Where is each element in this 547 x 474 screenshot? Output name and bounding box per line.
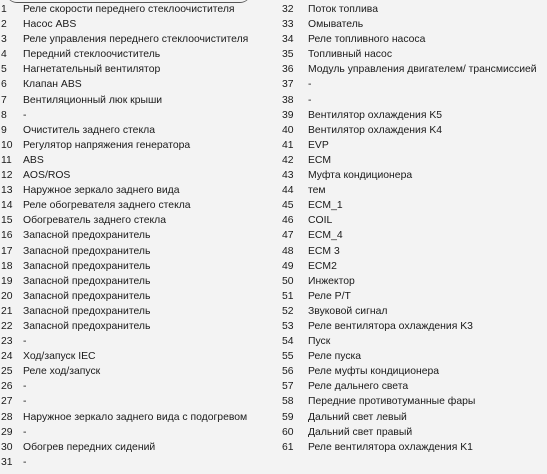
fuse-description: AOS/ROS (23, 170, 71, 182)
fuse-list-item (278, 410, 547, 425)
fuse-description: Запасной предохранитель (23, 230, 151, 242)
fuse-description: Запасной предохранитель (23, 320, 151, 332)
fuse-description: - (308, 79, 312, 91)
fuse-list-item (278, 349, 547, 364)
fuse-description: Нагнетательный вентилятор (23, 64, 161, 76)
fuse-number: 9 (1, 124, 7, 136)
fuse-number: 41 (282, 139, 294, 151)
fuse-number: 58 (282, 396, 294, 408)
fuse-number: 36 (282, 64, 294, 76)
fuse-number: 2 (1, 19, 7, 31)
fuse-number: 40 (282, 124, 294, 136)
fuse-number: 18 (1, 260, 13, 272)
fuse-description: Дальний свет левый (308, 411, 407, 423)
fuse-number: 30 (1, 441, 13, 453)
fuse-description: Реле ход/запуск (23, 366, 101, 378)
fuse-number: 33 (282, 19, 294, 31)
fuse-description: Очиститель заднего стекла (23, 124, 155, 136)
fuse-number: 54 (282, 336, 294, 348)
fuse-number: 52 (282, 305, 294, 317)
fuse-description: Запасной предохранитель (23, 260, 151, 272)
fuse-number: 43 (282, 170, 294, 182)
fuse-description: Вентиляционный люк крыши (23, 94, 163, 106)
fuse-list-item (0, 440, 278, 455)
fuse-number: 35 (282, 49, 294, 61)
fuse-list-item (0, 183, 278, 198)
fuse-description: Обогреватель заднего стекла (23, 215, 167, 227)
fuse-description: - (23, 456, 27, 468)
fuse-description: Реле дальнего света (308, 381, 409, 393)
fuse-description: Инжектор (308, 275, 355, 287)
fuse-description: Звуковой сигнал (308, 305, 388, 317)
fuse-list-item (278, 394, 547, 409)
fuse-description: ECM_1 (308, 200, 343, 212)
fuse-description: Насос ABS (23, 19, 77, 31)
fuse-list-item (278, 274, 547, 289)
fuse-list-item (0, 93, 278, 108)
fuse-list-item (0, 213, 278, 228)
fuse-number: 59 (282, 411, 294, 423)
fuse-number: 7 (1, 94, 7, 106)
fuse-list-item (0, 379, 278, 394)
fuse-list-item (278, 138, 547, 153)
fuse-number: 8 (1, 109, 7, 121)
fuse-number: 46 (282, 215, 294, 227)
fuse-list-item (278, 304, 547, 319)
fuse-list-item (278, 228, 547, 243)
fuse-number: 42 (282, 154, 294, 166)
fuse-description: - (23, 109, 27, 121)
fuse-number: 5 (1, 64, 7, 76)
fuse-number: 48 (282, 245, 294, 257)
fuse-description: COIL (308, 215, 333, 227)
fuse-description: Запасной предохранитель (23, 305, 151, 317)
fuse-description: EVP (308, 139, 329, 151)
fuse-list-item (0, 153, 278, 168)
fuse-list-item (278, 440, 547, 455)
fuse-description: ABS (23, 154, 44, 166)
fuse-number: 28 (1, 411, 13, 423)
fuse-description: Дальний свет правый (308, 426, 413, 438)
fuse-number: 25 (1, 366, 13, 378)
fuse-description: Регулятор напряжения генератора (23, 139, 191, 151)
fuse-description: Передний стеклоочиститель (23, 49, 161, 61)
fuse-number: 14 (1, 200, 13, 212)
fuse-list-item (0, 123, 278, 138)
fuse-number: 20 (1, 290, 13, 302)
fuse-number: 51 (282, 290, 294, 302)
fuse-number: 31 (1, 456, 13, 468)
fuse-description: - (23, 336, 27, 348)
fuse-number: 21 (1, 305, 13, 317)
fuse-list-item (278, 77, 547, 92)
fuse-description: ECM2 (308, 260, 337, 272)
fuse-list-item (278, 319, 547, 334)
fuse-list-item (278, 244, 547, 259)
fuse-number: 57 (282, 381, 294, 393)
fuse-list-item (278, 198, 547, 213)
fuse-number: 24 (1, 351, 13, 363)
fuse-list-item (0, 77, 278, 92)
fuse-number: 45 (282, 200, 294, 212)
fuse-list-item (0, 304, 278, 319)
fuse-number: 29 (1, 426, 13, 438)
fuse-number: 55 (282, 351, 294, 363)
fuse-list-item (0, 319, 278, 334)
fuse-number: 32 (282, 4, 294, 15)
fuse-number: 60 (282, 426, 294, 438)
fuse-description: - (23, 381, 27, 393)
fuse-description: Реле Р/Т (308, 290, 351, 302)
fuse-number: 34 (282, 34, 294, 46)
fuse-list-item (278, 93, 547, 108)
fuse-description: Вентилятор охлаждения K5 (308, 109, 443, 121)
fuse-description: Запасной предохранитель (23, 245, 151, 257)
fuse-description: - (308, 94, 312, 106)
fuse-list-item (278, 425, 547, 440)
fuse-description: Реле обогревателя заднего стекла (23, 200, 191, 212)
fuse-list-item (278, 108, 547, 123)
fuse-description: Наружное зеркало заднего вида с подогревом (23, 411, 248, 423)
fuse-list-item (0, 259, 278, 274)
fuse-list-item (0, 198, 278, 213)
fuse-number: 4 (1, 49, 7, 61)
fuse-list-item (0, 17, 278, 32)
fuse-description: Реле пуска (308, 351, 362, 363)
fuse-list-left-column (0, 2, 278, 470)
fuse-list-item (278, 32, 547, 47)
fuse-list-item (278, 213, 547, 228)
fuse-description: ECM 3 (308, 245, 340, 257)
fuse-list-item (278, 123, 547, 138)
fuse-number: 15 (1, 215, 13, 227)
fuse-list-item (278, 183, 547, 198)
fuse-description: Реле топливного насоса (308, 34, 426, 46)
fuse-description: - (23, 396, 27, 408)
fuse-list-item (0, 274, 278, 289)
fuse-list-item (0, 244, 278, 259)
fuse-description: Поток топлива (308, 4, 378, 15)
fuse-description: - (23, 426, 27, 438)
fuse-description: Реле муфты кондиционера (308, 366, 440, 378)
fuse-description: Модуль управления двигателем/ трансмиссией (308, 64, 537, 76)
fuse-description: Передние противотуманные фары (308, 396, 476, 408)
fuse-list-item (278, 364, 547, 379)
fuse-list-item (278, 289, 547, 304)
fuse-description: ECM_4 (308, 230, 343, 242)
fuse-description: Пуск (308, 336, 331, 348)
fuse-description: Запасной предохранитель (23, 275, 151, 287)
fuse-description: Обогрев передних сидений (23, 441, 156, 453)
fuse-description: Наружное зеркало заднего вида (23, 185, 180, 197)
fuse-list-item (0, 334, 278, 349)
fuse-description: Запасной предохранитель (23, 290, 151, 302)
fuse-list-item (0, 32, 278, 47)
fuse-number: 61 (282, 441, 294, 453)
fuse-number: 11 (1, 154, 12, 166)
fuse-number: 27 (1, 396, 13, 408)
fuse-list-right-column (278, 2, 547, 455)
fuse-number: 37 (282, 79, 294, 91)
fuse-list-item (278, 153, 547, 168)
fuse-list-item (0, 228, 278, 243)
fuse-number: 22 (1, 320, 13, 332)
fuse-list-item (0, 289, 278, 304)
fuse-number: 23 (1, 336, 13, 348)
fuse-number: 38 (282, 94, 294, 106)
fuse-list-item (0, 394, 278, 409)
fuse-number: 19 (1, 275, 13, 287)
fuse-description: Топливный насос (308, 49, 393, 61)
fuse-description: Реле вентилятора охлаждения K3 (308, 320, 473, 332)
fuse-list-item (0, 410, 278, 425)
fuse-list-item (278, 2, 547, 17)
fuse-description: Реле скорости переднего стеклоочистителя (23, 4, 235, 15)
fuse-number: 39 (282, 109, 294, 121)
fuse-description: тем (308, 185, 326, 197)
fuse-list-item (0, 62, 278, 77)
fuse-list-item (278, 334, 547, 349)
fuse-list-item (0, 2, 278, 17)
fuse-description: Ход/запуск IEC (23, 351, 96, 363)
fuse-number: 50 (282, 275, 294, 287)
fuse-number: 44 (282, 185, 294, 197)
fuse-description: Клапан ABS (23, 79, 82, 91)
fuse-list-item (0, 168, 278, 183)
fuse-list-item (278, 259, 547, 274)
fuse-number: 6 (1, 79, 7, 91)
fuse-list-item (0, 455, 278, 470)
fuse-list-item (278, 17, 547, 32)
fuse-number: 53 (282, 320, 294, 332)
fuse-list-item (0, 364, 278, 379)
fuse-number: 13 (1, 185, 13, 197)
fuse-description: ECM (308, 154, 332, 166)
fuse-description: Реле управления переднего стеклоочистителя (23, 34, 249, 46)
fuse-list-item (0, 425, 278, 440)
fuse-list-item (278, 47, 547, 62)
fuse-number: 3 (1, 34, 7, 46)
fuse-list-item (0, 108, 278, 123)
fuse-list-item (278, 379, 547, 394)
fuse-list-item (278, 168, 547, 183)
fuse-description: Реле вентилятора охлаждения K1 (308, 441, 473, 453)
fuse-number: 16 (1, 230, 13, 242)
fuse-description: Вентилятор охлаждения K4 (308, 124, 443, 136)
fuse-description: Омыватель (308, 19, 364, 31)
fuse-number: 12 (1, 170, 13, 182)
fuse-description: Муфта кондиционера (308, 170, 413, 182)
fuse-number: 17 (1, 245, 13, 257)
fuse-number: 47 (282, 230, 294, 242)
fuse-list-item (0, 47, 278, 62)
fuse-list-item (0, 138, 278, 153)
fuse-list-item (278, 62, 547, 77)
fuse-number: 49 (282, 260, 294, 272)
fuse-number: 26 (1, 381, 13, 393)
fuse-number: 56 (282, 366, 294, 378)
fuse-number: 10 (1, 139, 13, 151)
fuse-list-item (0, 349, 278, 364)
fuse-number: 1 (1, 4, 7, 15)
